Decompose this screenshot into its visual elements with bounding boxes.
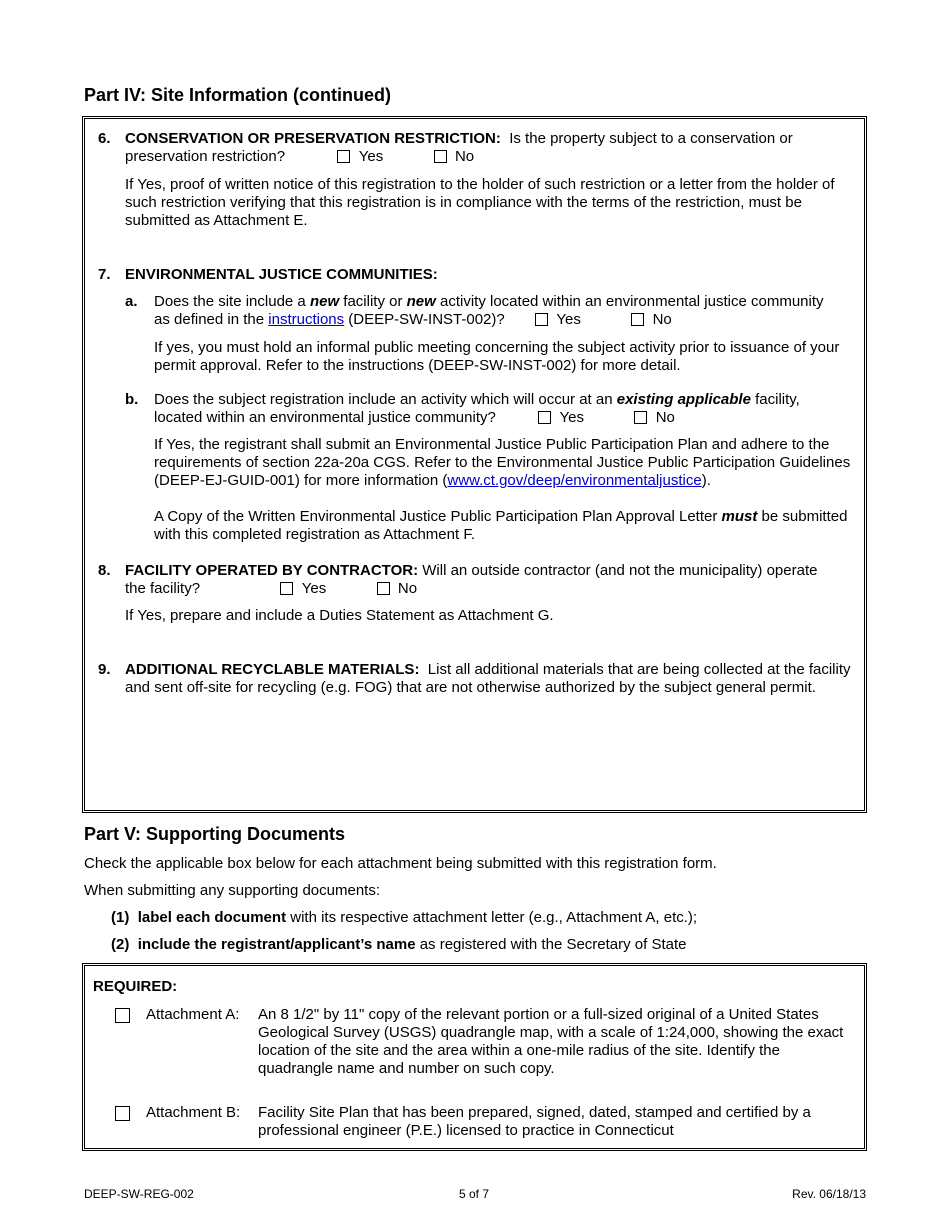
q9-answer-area[interactable] [125,719,855,807]
instruction-item-2-text: as registered with the Secretary of State [415,936,687,953]
q9-heading: ADDITIONAL RECYCLABLE MATERIALS: [125,661,420,678]
q8-number: 8. [98,562,111,579]
q7b-note-end: ). [701,472,711,489]
environmental-justice-link[interactable]: www.ct.gov/deep/environmentaljustice [447,472,702,489]
instruction-item-1-bold: label each document [137,909,287,926]
part4-title: Part IV: Site Information (continued) [84,85,392,105]
q7b-copy-emphasis: must [721,508,758,525]
instruction-item-1-number: (1) [111,909,130,926]
q7b-text-3: located within an environmental justice community? [154,409,496,426]
attachment-a-checkbox[interactable] [115,1008,130,1023]
attachment-a-text: An 8 1/2" by 11" copy of the relevant portion or a full-sized original of a United States Geological Survey (USGS) quadrangle map, with a scale of 1:24,000, showing the exact location of the site and the area within a one-mile radius of the site. Identify the quadrangle name and number on such copy. [258,1006,844,1077]
q8-question-line1: Will an outside contractor (and not the municipality) operate [422,562,818,579]
q8-no-checkbox[interactable] [377,582,390,595]
q7b-no-label: No [655,409,675,426]
instruction-item-1-text: with its respective attachment letter (e.g., Attachment A, etc.); [286,909,698,926]
attachment-a-label: Attachment A: [146,1006,240,1023]
q7b-yes-checkbox[interactable] [538,411,551,424]
q8-yes-checkbox[interactable] [280,582,293,595]
q7b-text-1: Does the subject registration include an activity which will occur at an [154,391,617,408]
q7a-emphasis-new-2: new [406,293,436,310]
q7a-text-4: as defined in the [154,311,269,328]
footer-form-id: DEEP-SW-REG-002 [84,1187,194,1201]
q8-question [125,562,865,598]
instruction-item-2-bold: include the registrant/applicant’s name [137,936,416,953]
q9-text: List all additional materials that are being collected at the facility and sent off-site for recycling (e.g. FOG) that are not otherwise authorized by the subject general permit. [125,661,851,696]
footer-revision: Rev. 06/18/13 [792,1187,866,1201]
part5-intro-2: When submitting any supporting documents: [84,882,380,899]
q7b-no-checkbox[interactable] [634,411,647,424]
instructions-link[interactable]: instructions [268,311,345,328]
q7a-label: a. [125,293,138,310]
q6-note: If Yes, proof of written notice of this registration to the holder of such restriction or a letter from the holder of such restriction verifying that this registration is in compliance with the terms of the restriction, must be submitted as Attachment E. [125,176,835,229]
q7b-text-2: facility, [750,391,800,408]
instruction-item-2-number: (2) [111,936,130,953]
q6-question [125,130,865,166]
q7a-note: If yes, you must hold an informal public meeting concerning the subject activity prior to issuance of your permit approval. Refer to the instructions (DEEP-SW-INST-002) for more detail. [154,339,840,374]
instruction-item-2 [111,936,687,954]
q8-note: If Yes, prepare and include a Duties Statement as Attachment G. [125,607,554,624]
q8-heading: FACILITY OPERATED BY CONTRACTOR: [125,562,419,579]
q6-yes-checkbox[interactable] [337,150,350,163]
q7-heading: ENVIRONMENTAL JUSTICE COMMUNITIES: [125,266,438,283]
q6-no-checkbox[interactable] [434,150,447,163]
q7b-note [154,436,859,490]
q6-no-label: No [454,148,475,165]
q9-question [125,661,860,697]
q7a-text-5: (DEEP-SW-INST-002)? [344,311,505,328]
footer-page-number: 5 of 7 [459,1187,490,1201]
q6-no-option[interactable] [434,148,475,166]
q8-question-line2: the facility? [125,580,201,597]
q7b-copy-note [154,508,859,544]
q7a-no-option[interactable] [631,311,672,329]
q7b-copy-text-1: A Copy of the Written Environmental Justice Public Participation Plan Approval Letter [154,508,722,525]
q6-question-line1: Is the property subject to a conservation or [509,130,793,147]
part5-intro-1: Check the applicable box below for each attachment being submitted with this registration form. [84,855,717,872]
q7-number: 7. [98,266,111,283]
q6-question-line2: preservation restriction? [125,148,286,165]
q6-number: 6. [98,130,111,147]
q7a-yes-label: Yes [556,311,581,328]
q7a-yes-option[interactable] [535,311,581,329]
q7a-yes-checkbox[interactable] [535,313,548,326]
q7a-no-checkbox[interactable] [631,313,644,326]
instruction-item-1 [111,909,697,927]
q6-heading: CONSERVATION OR PRESERVATION RESTRICTION: [125,130,501,147]
q7a-question [154,293,859,329]
q7b-emphasis: existing applicable [616,391,751,408]
q7b-label: b. [125,391,139,408]
q7a-no-label: No [652,311,672,328]
q8-no-label: No [397,580,418,597]
q7a-text-3: activity located within an environmental justice community [435,293,824,310]
attachment-b-checkbox[interactable] [115,1106,130,1121]
q8-yes-label: Yes [301,580,327,597]
q9-number: 9. [98,661,111,678]
part5-title: Part V: Supporting Documents [84,824,346,844]
q7b-question [154,391,859,427]
q7b-copy-text-2: be submitted with this completed registration as Attachment F. [154,508,848,543]
site-info-box [82,116,867,813]
q6-yes-option[interactable] [337,148,383,166]
attachment-b-label: Attachment B: [146,1104,241,1121]
q8-yes-option[interactable] [280,580,326,598]
q7a-emphasis-new-1: new [309,293,340,310]
q7b-yes-option[interactable] [538,409,584,427]
q7b-yes-label: Yes [559,409,585,426]
attachment-b-text: Facility Site Plan that has been prepared, signed, dated, stamped and certified by a professional engineer (P.E.) licensed to practice in Connecticut [258,1104,811,1139]
q7b-note-text: If Yes, the registrant shall submit an Environmental Justice Public Participation Plan and adhere to the requirements of section 22a-20a CGS. Refer to the Environmental Justice Public Participation Guidelines (DEEP-EJ-GUID-001) for more information ( [154,436,851,489]
q7a-text-2: facility or [339,293,407,310]
required-label: REQUIRED: [93,978,178,995]
q7a-text-1: Does the site include a [154,293,310,310]
q6-yes-label: Yes [358,148,384,165]
required-attachments-box [82,963,867,1151]
q7b-no-option[interactable] [634,409,675,427]
q8-no-option[interactable] [377,580,418,598]
